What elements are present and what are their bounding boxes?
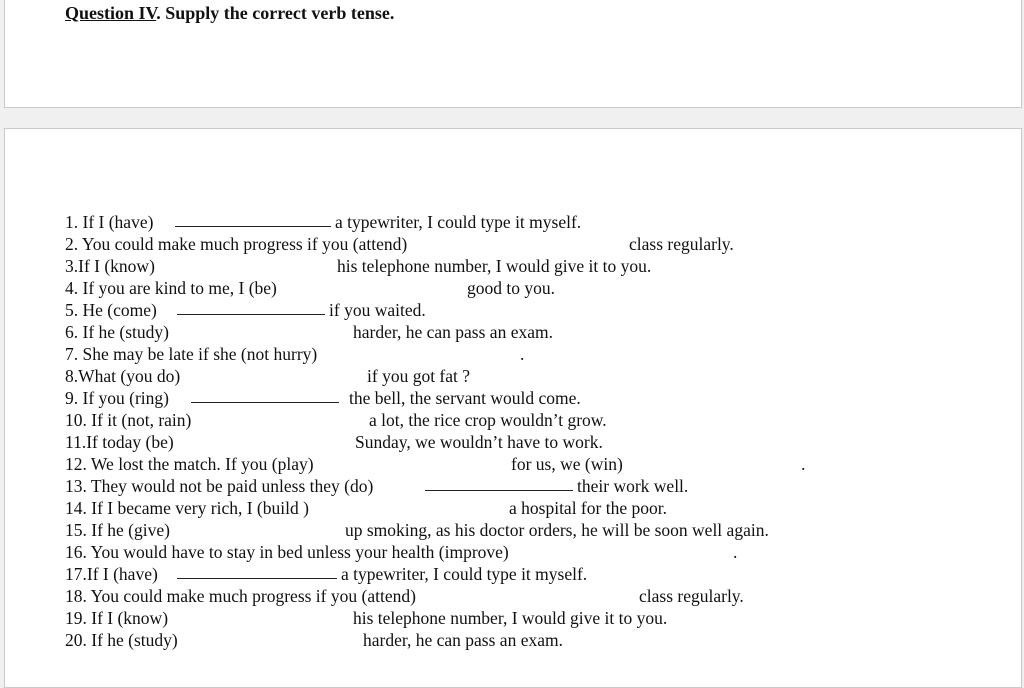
- exercise-prompt: 17.If I (have): [65, 564, 158, 584]
- exercise-continuation: a hospital for the poor.: [509, 498, 667, 518]
- exercise-prompt: 2. You could make much progress if you (attend): [65, 234, 408, 254]
- exercise-continuation: class regularly.: [639, 586, 744, 606]
- exercise-continuation: a typewriter, I could type it myself.: [335, 212, 582, 232]
- exercise-prompt: 6. If he (study): [65, 322, 170, 342]
- exercise-prompt: 10. If it (not, rain): [65, 410, 192, 430]
- exercise-continuation: their work well.: [577, 476, 689, 496]
- exercise-continuation: good to you.: [467, 278, 555, 298]
- exercise-prompt: 4. If you are kind to me, I (be): [65, 278, 277, 298]
- exercise-prompt: 19. If I (know): [65, 608, 169, 628]
- answer-blank: [175, 226, 331, 227]
- exercise-continuation: his telephone number, I would give it to you.: [353, 608, 668, 628]
- exercise-prompt: 16. You would have to stay in bed unless your health (improve): [65, 542, 509, 562]
- exercise-prompt: 11.If today (be): [65, 432, 174, 452]
- exercise-continuation: Sunday, we wouldn’t have to work.: [355, 432, 603, 452]
- exercise-continuation: class regularly.: [629, 234, 734, 254]
- answer-blank: [425, 490, 573, 491]
- exercise-prompt: 3.If I (know): [65, 256, 155, 276]
- exercise-prompt: 9. If you (ring): [65, 388, 170, 408]
- exercise-continuation: harder, he can pass an exam.: [353, 322, 553, 342]
- end-dot: .: [520, 344, 525, 364]
- answer-blank: [191, 402, 339, 403]
- answer-blank: [177, 314, 325, 315]
- exercise-prompt: 7. She may be late if she (not hurry): [65, 344, 318, 364]
- exercise-page: [4, 128, 1022, 688]
- exercise-prompt: 15. If he (give): [65, 520, 170, 540]
- exercise-continuation: up smoking, as his doctor orders, he will be soon well again.: [345, 520, 769, 540]
- exercise-prompt: 14. If I became very rich, I (build ): [65, 498, 309, 518]
- exercise-prompt: 18. You could make much progress if you (attend): [65, 586, 416, 606]
- exercise-continuation: if you got fat ?: [367, 366, 471, 386]
- end-dot: .: [801, 454, 806, 474]
- exercise-prompt: 12. We lost the match. If you (play): [65, 454, 314, 474]
- exercise-prompt: 5. He (come): [65, 300, 157, 320]
- exercise-continuation: the bell, the servant would come.: [349, 388, 581, 408]
- page-top-section: [4, 0, 1022, 108]
- exercise-continuation: his telephone number, I would give it to you.: [337, 256, 652, 276]
- exercise-continuation: a lot, the rice crop wouldn’t grow.: [369, 410, 607, 430]
- exercise-continuation: for us, we (win): [511, 454, 623, 474]
- answer-blank: [177, 578, 337, 579]
- exercise-continuation: if you waited.: [329, 300, 426, 320]
- exercise-prompt: 8.What (you do): [65, 366, 181, 386]
- question-instruction: . Supply the correct verb tense.: [156, 3, 395, 23]
- exercise-continuation: harder, he can pass an exam.: [363, 630, 563, 650]
- exercise-prompt: 20. If he (study): [65, 630, 178, 650]
- question-number: Question IV: [65, 3, 157, 23]
- exercise-prompt: 13. They would not be paid unless they (do): [65, 476, 374, 496]
- exercise-prompt: 1. If I (have): [65, 212, 154, 232]
- end-dot: .: [733, 542, 738, 562]
- exercise-continuation: a typewriter, I could type it myself.: [341, 564, 588, 584]
- question-heading: [65, 3, 394, 24]
